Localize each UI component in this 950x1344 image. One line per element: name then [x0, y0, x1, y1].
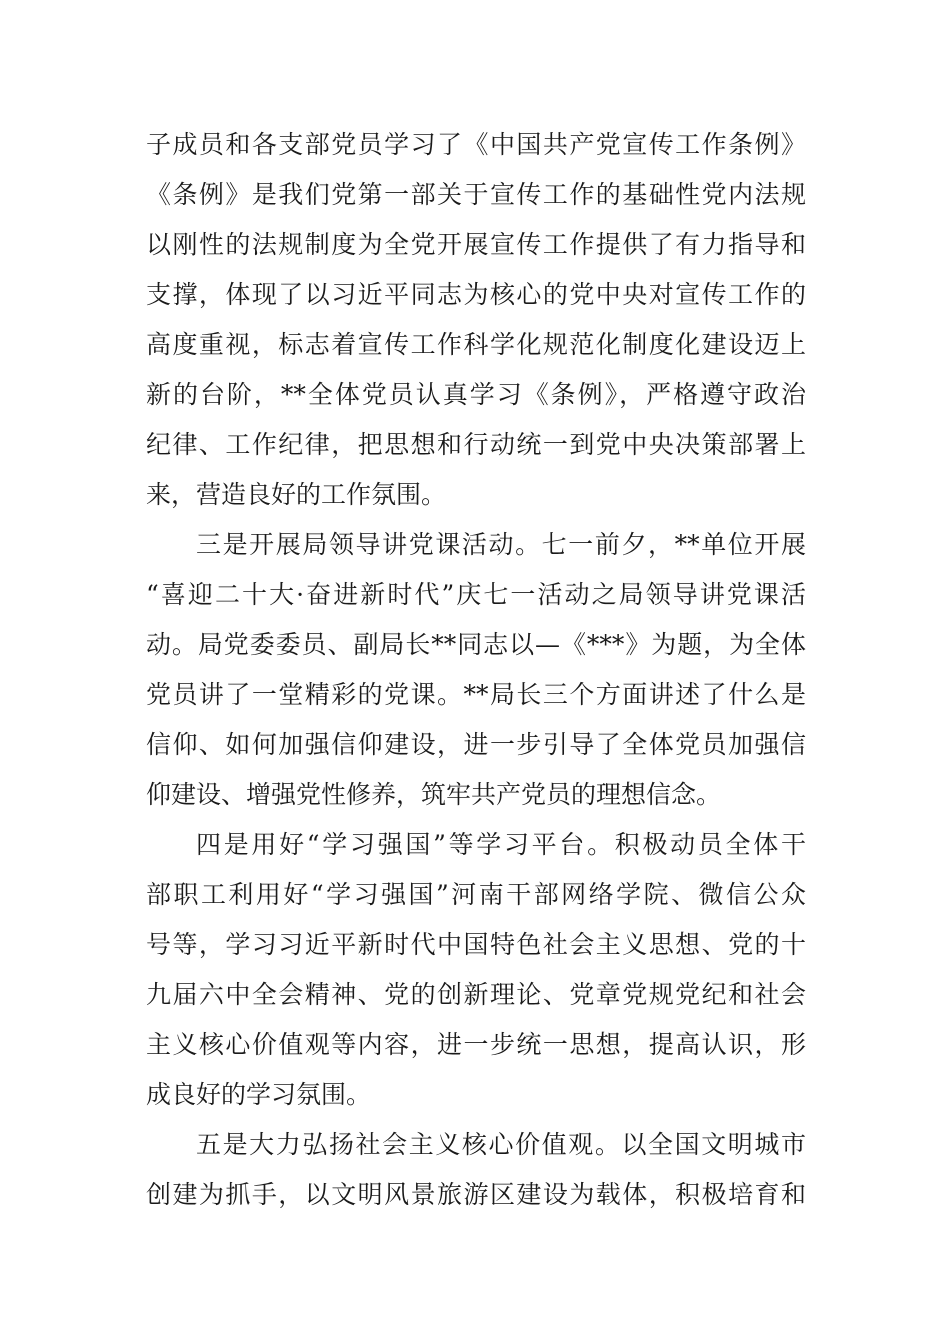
- text-line: 成良好的学习氛围。: [146, 1080, 372, 1109]
- text-line: 主义核心价值观等内容，进一步统一思想，提高认识，形: [146, 1030, 806, 1059]
- text-line: 党员讲了一堂精彩的党课。**局长三个方面讲述了什么是: [146, 680, 806, 709]
- text-line: 纪律、工作纪律，把思想和行动统一到党中央决策部署上: [146, 430, 806, 459]
- text-line: 新的台阶，**全体党员认真学习《条例》，严格遵守政治: [146, 380, 806, 409]
- text-line: 以刚性的法规制度为全党开展宣传工作提供了有力指导和: [146, 230, 806, 259]
- text-line: 信仰、如何加强信仰建设，进一步引导了全体党员加强信: [146, 730, 806, 759]
- text-line: 九届六中全会精神、党的创新理论、党章党规党纪和社会: [146, 980, 806, 1009]
- text-line: 《条例》是我们党第一部关于宣传工作的基础性党内法规: [146, 180, 806, 209]
- text-line: 仰建设、增强党性修养，筑牢共产党员的理想信念。: [146, 780, 722, 809]
- text-line: 高度重视，标志着宣传工作科学化规范化制度化建设迈上: [146, 330, 806, 359]
- paragraph-start-line: 三是开展局领导讲党课活动。七一前夕，**单位开展: [196, 530, 806, 559]
- text-line: 来，营造良好的工作氛围。: [146, 480, 447, 509]
- paragraph-start-line: 五是大力弘扬社会主义核心价值观。以全国文明城市: [196, 1130, 806, 1159]
- text-line: 动。局党委委员、副局长**同志以—《***》为题，为全体: [146, 630, 806, 659]
- text-line: 号等，学习习近平新时代中国特色社会主义思想、党的十: [146, 930, 806, 959]
- text-line: 支撑，体现了以习近平同志为核心的党中央对宣传工作的: [146, 280, 806, 309]
- text-line: “喜迎二十大·奋进新时代”庆七一活动之局领导讲党课活: [146, 580, 806, 609]
- text-line: 创建为抓手，以文明风景旅游区建设为载体，积极培育和: [146, 1180, 806, 1209]
- text-line: 子成员和各支部党员学习了《中国共产党宣传工作条例》: [146, 130, 806, 159]
- paragraph-start-line: 四是用好“学习强国”等学习平台。积极动员全体干: [196, 830, 806, 859]
- document-body: [146, 120, 806, 1220]
- text-line: 部职工利用好“学习强国”河南干部网络学院、微信公众: [146, 880, 806, 909]
